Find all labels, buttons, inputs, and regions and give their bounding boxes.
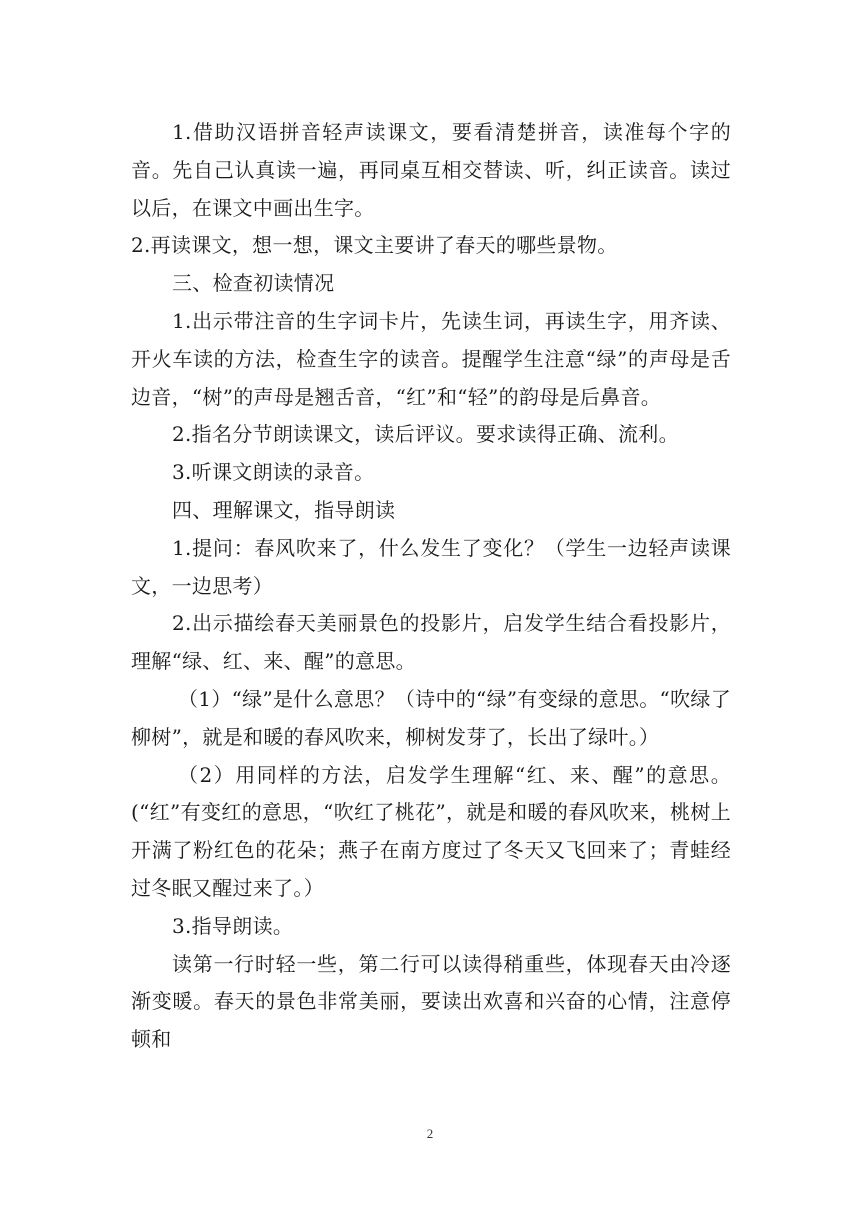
sub-paragraph: （2）用同样的方法，启发学生理解“红、来、醒”的意思。(“红”有变红的意思，“吹红了桃花”，就是和暖的春风吹来，桃树上开满了粉红色的花朵；燕子在南方度过了冬天又飞回来了；青蛙经过冬眠又醒过来了。） <box>131 762 731 900</box>
section-heading: 四、理解课文，指导朗读 <box>172 497 396 522</box>
paragraph: 读第一行时轻一些，第二行可以读得稍重些，体现春天由冷逐渐变暖。春天的景色非常美丽，要读出欢喜和兴奋的心情，注意停顿和 <box>131 951 731 1052</box>
sub-paragraph: （1）“绿”是什么意思？（诗中的“绿”有变绿的意思。“吹绿了柳树”，就是和暖的春风吹来，柳树发芽了，长出了绿叶。） <box>131 686 731 749</box>
paragraph: 3.指导朗读。 <box>172 913 294 938</box>
page-number: 2 <box>426 1126 434 1141</box>
paragraph: 2.再读课文，想一想，课文主要讲了春天的哪些景物。 <box>131 233 618 258</box>
section-heading: 三、检查初读情况 <box>172 271 335 296</box>
paragraph: 3.听课文朗读的录音。 <box>172 460 375 485</box>
document-body <box>131 114 731 1059</box>
paragraph: 2.出示描绘春天美丽景色的投影片，启发学生结合看投影片，理解“绿、红、来、醒”的意思。 <box>131 611 731 674</box>
paragraph: 2.指名分节朗读课文，读后评议。要求读得正确、流利。 <box>172 422 679 447</box>
paragraph: 1.提问：春风吹来了，什么发生了变化？（学生一边轻声读课文，一边思考） <box>131 535 731 598</box>
paragraph: 1.出示带注音的生字词卡片，先读生词，再读生字，用齐读、开火车读的方法，检查生字的读音。提醒学生注意“绿”的声母是舌边音，“树”的声母是翘舌音，“红”和“轻”的韵母是后鼻音。 <box>131 308 731 409</box>
paragraph: 1.借助汉语拼音轻声读课文，要看清楚拼音，读准每个字的音。先自己认真读一遍，再同桌互相交替读、听，纠正读音。读过以后，在课文中画出生字。 <box>131 120 731 220</box>
